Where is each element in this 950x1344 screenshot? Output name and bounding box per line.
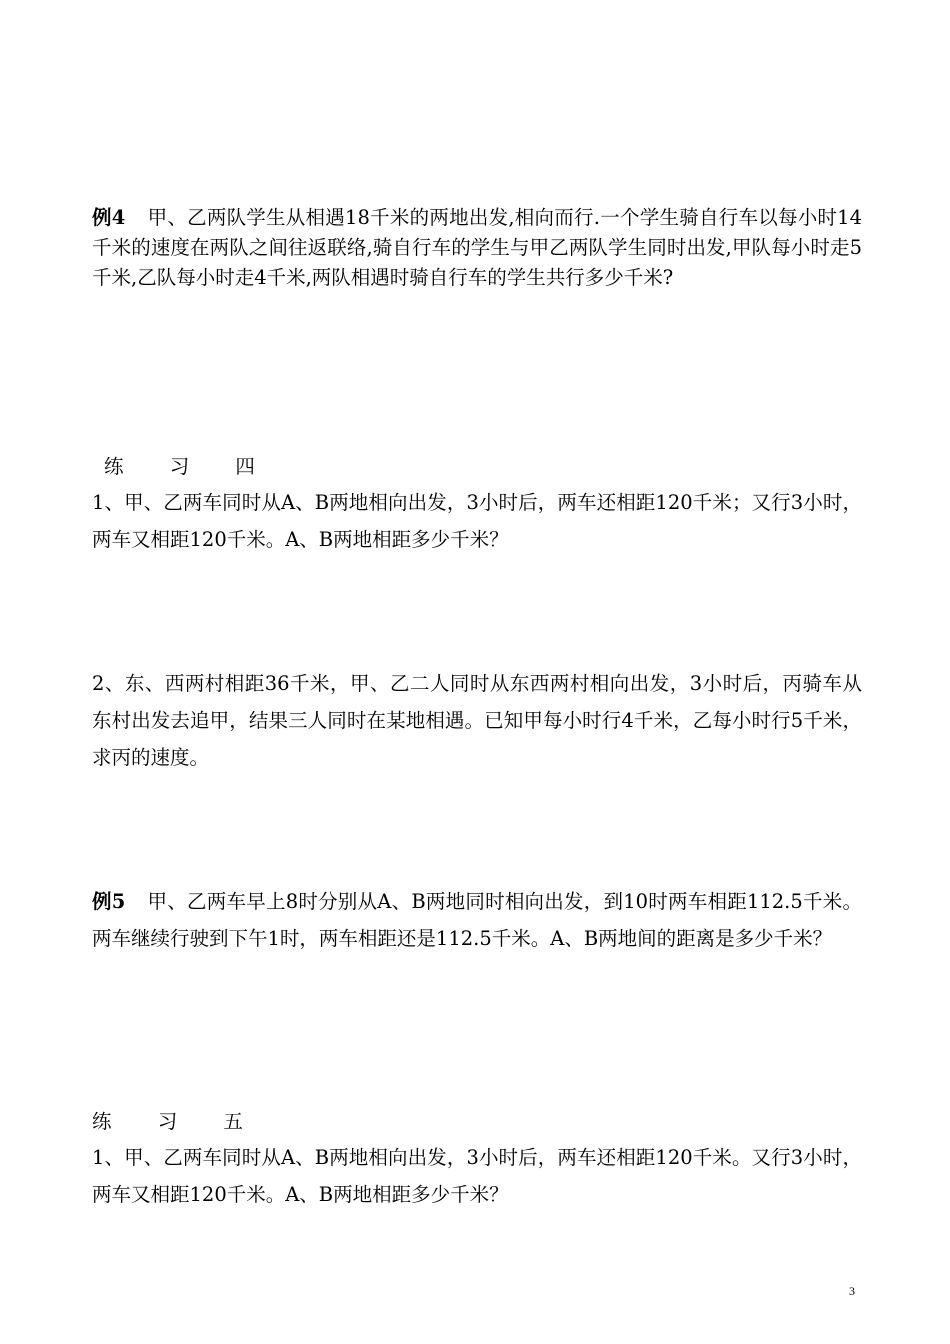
practice-5-question-1: 1、甲、乙两车同时从A、B两地相向出发，3小时后，两车还相距120千米。又行3小时，两车又相距120千米。A、B两地相距多少千米？: [92, 1146, 862, 1206]
example-5-text: 甲、乙两车早上8时分别从A、B两地同时相向出发，到10时两车相距112.5千米。两车继续行驶到下午1时，两车相距还是112.5千米。A、B两地间的距离是多少千米？: [92, 890, 862, 950]
practice-4-heading: 练 习 四: [104, 455, 275, 478]
practice-4-question-2: 2、东、西两村相距36千米，甲、乙二人同时从东西两村相向出发，3小时后，丙骑车从东村出发去追甲，结果三人同时在某地相遇。已知甲每小时行4千米，乙每小时行5千米，求丙的速度。: [92, 672, 862, 769]
practice-4-question-1: 1、甲、乙两车同时从A、B两地相向出发，3小时后，两车还相距120千米；又行3小时，两车又相距120千米。A、B两地相距多少千米？: [92, 491, 862, 551]
example-4-text: 甲、乙两队学生从相遇18千米的两地出发,相向而行.一个学生骑自行车以每小时14千米的速度在两队之间往返联络,骑自行车的学生与甲乙两队学生同时出发,甲队每小时走5千米,乙队每小时走4千米,两队相遇时骑自行车的学生共行多少千米?: [92, 206, 862, 289]
practice-5-heading: 练 习 五: [92, 1110, 263, 1133]
example-4: [92, 203, 862, 293]
example-5: [92, 883, 862, 957]
example-4-label: 例4: [92, 206, 126, 229]
page-number: 3: [849, 1284, 855, 1298]
example-5-label: 例5: [92, 890, 126, 913]
